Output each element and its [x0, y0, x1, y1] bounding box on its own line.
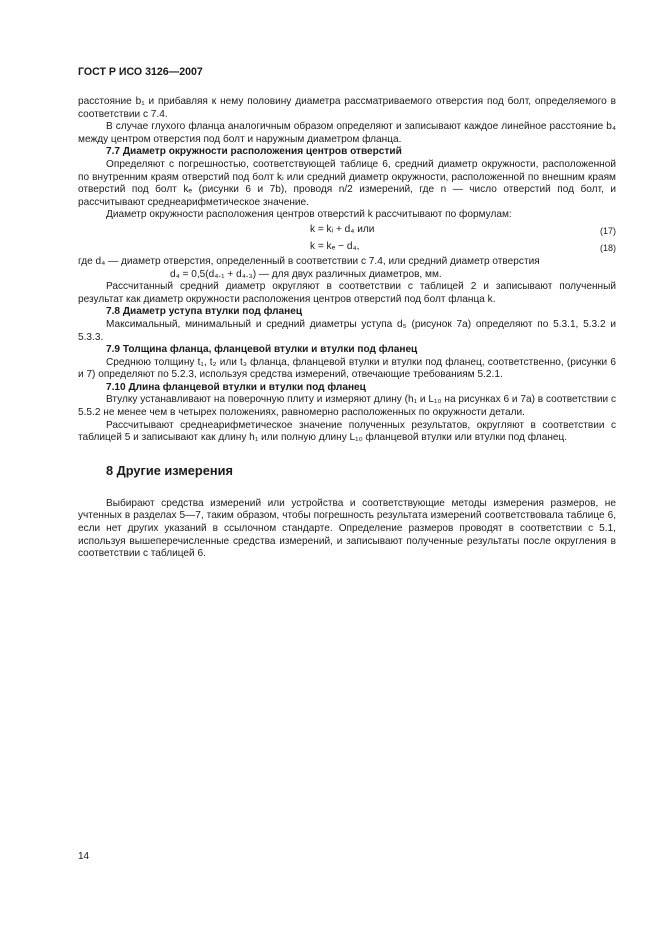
document-header: ГОСТ Р ИСО 3126—2007 [78, 66, 203, 78]
paragraph: В случае глухого фланца аналогичным образом определяют и записывают каждое линейное расстояние b₄ между центром отверстия под болт и наружным диаметром фланца. [78, 121, 616, 145]
paragraph: расстояние b₁ и прибавляя к нему половину диаметра рассматриваемого отверстия под болт, определяемого в соответствии с 7.4. [78, 96, 616, 120]
paragraph: Среднюю толщину t₁, t₂ или t₃ фланца, фланцевой втулки и втулки под фланец, соответственно, (рисунки 6 и 7) определяют по 5.2.3, используя средства измерений, отвечающие требованиям 5.2.1. [78, 356, 616, 381]
section-heading-7-7: 7.7 Диаметр окружности расположения центров отверстий [106, 146, 402, 158]
document-body [78, 96, 616, 561]
formula-17-expression: k = kᵢ + d₄ или [310, 223, 375, 235]
formula-explanation-continued: d₄ = 0,5(d₄.₁ + d₄.₃) — для двух различных диаметров, мм. [170, 268, 442, 280]
formula-18-expression: k = kₑ − d₄, [310, 240, 360, 252]
section-heading-7-10: 7.10 Длина фланцевой втулки и втулки под фланец [106, 381, 366, 393]
paragraph: Определяют с погрешностью, соответствующей таблице 6, средний диаметр окружности, расположенной по внутренним краям отверстий под болт kᵢ или средний диаметр окружности, расположенной по внешним краям отверстий под болт kₑ (рисунки 6 и 7b), проводя n/2 измерений, где n — число отверстий под болт, и рассчитывают среднеарифметическое значение. [78, 158, 616, 208]
formula-explanation: где d₄ — диаметр отверстия, определенный в соответствии с 7.4, или средний диаметр отверстия [78, 255, 540, 267]
section-heading-7-9: 7.9 Толщина фланца, фланцевой втулки и втулки под фланец [106, 344, 418, 356]
formula-18-number: (18) [599, 242, 616, 253]
paragraph: Выбирают средства измерений или устройства и соответствующие методы измерения размеров, не учтенных в разделах 5—7, таким образом, чтобы погрешность результата измерений соответствовала таблице 6, если нет других указаний в ссылочном стандарте. Определение размеров проводят в соответствии с 5.1, используя вышеперечисленные средства измерений, и записывают полученные результаты после округления в соответствии с таблицей 6. [78, 497, 616, 560]
formula-17-number: (17) [599, 225, 616, 236]
formula-18 [78, 239, 616, 256]
paragraph: Рассчитанный средний диаметр округляют в соответствии с таблицей 2 и записывают полученный результат как диаметр окружности расположения центров отверстий под болт фланца k. [78, 281, 616, 305]
paragraph: Диаметр окружности расположения центров отверстий k рассчитывают по формулам: [106, 209, 512, 221]
section-heading-8: 8 Другие измерения [106, 462, 233, 478]
paragraph: Втулку устанавливают на поверочную плиту и измеряют длину (h₁ и L₁₀ на рисунках 6 и 7a) в соответствии с 5.5.2 не менее чем в четырех положениях, равномерно расположенных по окружности детали. [78, 394, 616, 419]
paragraph: Максимальный, минимальный и средний диаметры уступа d₅ (рисунок 7a) определяют по 5.3.1, 5.3.2 и 5.3.3. [78, 318, 616, 343]
section-heading-7-8: 7.8 Диаметр уступа втулки под фланец [106, 306, 303, 318]
page-number: 14 [78, 851, 90, 862]
formula-17 [78, 222, 616, 239]
paragraph: Рассчитывают среднеарифметическое значение полученных результатов, округляют в соответствии с таблицей 5 и записывают как длину h₁ или полную длину L₁₀ фланцевой втулки или втулки под фланец. [78, 419, 616, 444]
